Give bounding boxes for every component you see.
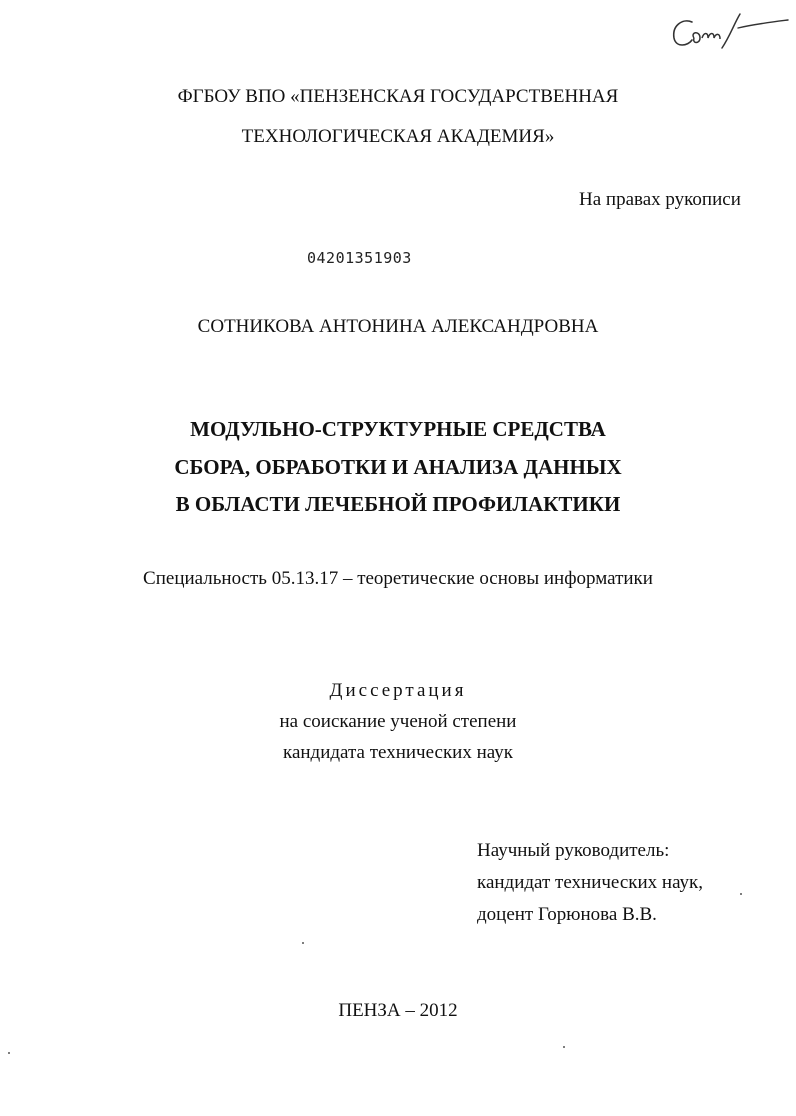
scan-speck <box>302 942 304 944</box>
institution-line-2: ТЕХНОЛОГИЧЕСКАЯ АКАДЕМИЯ» <box>241 126 555 147</box>
institution-line-1: ФГБОУ ВПО «ПЕНЗЕНСКАЯ ГОСУДАРСТВЕННАЯ <box>177 86 619 107</box>
supervisor-degree: кандидат технических наук, <box>477 872 704 893</box>
supervisor-name: доцент Горюнова В.В. <box>477 904 657 925</box>
handwritten-signature <box>660 8 790 58</box>
manuscript-rights: На правах рукописи <box>579 189 741 210</box>
city-year: ПЕНЗА – 2012 <box>338 1000 458 1021</box>
scan-speck <box>740 893 742 895</box>
specialty: Специальность 05.13.17 – теоретические основы информатики <box>143 568 653 589</box>
dissertation-line-2: кандидата технических наук <box>283 742 513 763</box>
dissertation-heading: Диссертация <box>329 680 467 701</box>
title-line-2: СБОРА, ОБРАБОТКИ И АНАЛИЗА ДАННЫХ <box>174 455 622 479</box>
dissertation-line-1: на соискание ученой степени <box>279 711 517 732</box>
title-line-3: В ОБЛАСТИ ЛЕЧЕБНОЙ ПРОФИЛАКТИКИ <box>175 492 621 516</box>
scan-speck <box>8 1052 10 1054</box>
author-name: СОТНИКОВА АНТОНИНА АЛЕКСАНДРОВНА <box>197 316 599 337</box>
scan-speck <box>563 1046 565 1048</box>
supervisor-label: Научный руководитель: <box>477 840 670 861</box>
catalog-number: 04201351903 <box>307 249 412 267</box>
title-line-1: МОДУЛЬНО-СТРУКТУРНЫЕ СРЕДСТВА <box>190 417 606 441</box>
